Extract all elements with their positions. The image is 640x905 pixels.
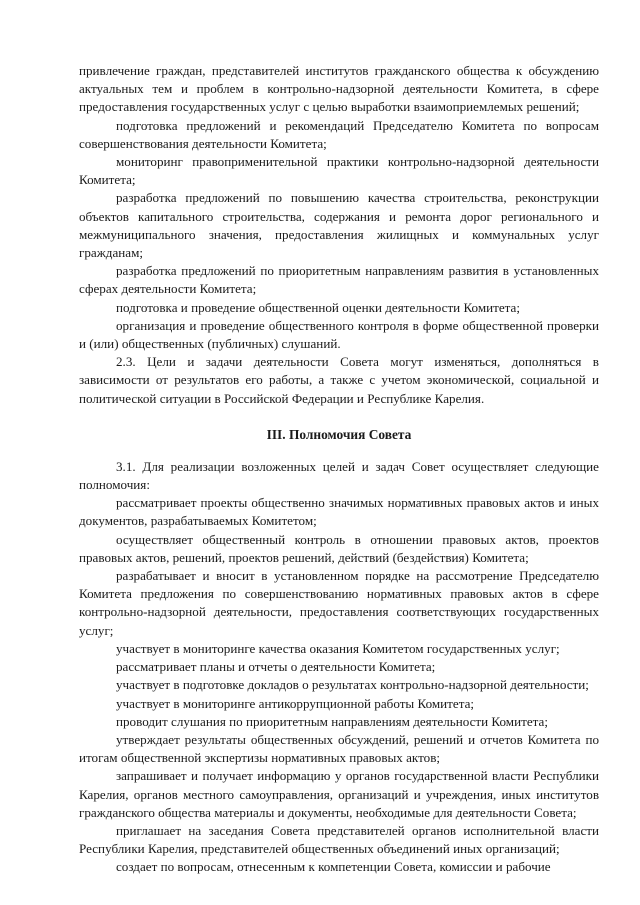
paragraph-s3-6: рассматривает планы и отчеты о деятельности Комитета; — [116, 659, 436, 675]
paragraph-s3-7: участвует в подготовке докладов о результатах контрольно-надзорной деятельности; — [116, 677, 589, 693]
paragraph-s3-11: запрашивает и получает информацию у органов государственной власти Республики Карелия, органов местного самоуправления, организаций и учреждения, иных институтов гражданского общества материалы и документы, необходимые для деятельности Совета; — [79, 768, 599, 820]
paragraph-s2-7: организация и проведение общественного контроля в форме общественной проверки и (или) общественных (публичных) слушаний. — [79, 317, 599, 352]
paragraph-s2-8: 2.3. Цели и задачи деятельности Совета могут изменяться, дополняться в зависимости от результатов его работы, а также с учетом экономической, социальной и политической ситуации в Российской Федерации и Республике Карелия. — [79, 354, 599, 406]
paragraph-s3-5: участвует в мониторинге качества оказания Комитетом государственных услуг; — [116, 640, 560, 656]
paragraph-s2-2: подготовка предложений и рекомендаций Председателю Комитета по вопросам совершенствования деятельности Комитета; — [79, 117, 599, 151]
paragraph-s3-9: проводит слушания по приоритетным направлениям деятельности Комитета; — [116, 713, 548, 729]
paragraph-s3-13: создает по вопросам, отнесенным к компетенции Совета, комиссии и рабочие — [116, 859, 551, 875]
paragraph-s2-3: мониторинг правоприменительной практики контрольно-надзорной деятельности Комитета; — [79, 154, 599, 188]
paragraph-s2-6: подготовка и проведение общественной оценки деятельности Комитета; — [116, 299, 520, 315]
paragraph-s3-8: участвует в мониторинге антикоррупционной работы Комитета; — [116, 695, 475, 711]
paragraph-s2-1: привлечение граждан, представителей институтов гражданского общества к обсуждению актуальных тем и проблем в контрольно-надзорной деятельности Комитета, в сфере предоставления государственных услуг с целью выработки взаимоприемлемых решений; — [79, 63, 599, 115]
section-heading: III. Полномочия Совета — [266, 426, 412, 442]
paragraph-s3-12: приглашает на заседания Совета представителей органов исполнительной власти Республики Карелия, представителей общественных объединений иных организаций; — [79, 822, 599, 857]
paragraph-s3-10: утверждает результаты общественных обсуждений, решений и отчетов Комитета по итогам общественной экспертизы нормативных правовых актов; — [79, 731, 599, 766]
paragraph-s3-1: 3.1. Для реализации возложенных целей и задач Совет осуществляет следующие полномочия: — [79, 458, 599, 493]
paragraph-s2-4: разработка предложений по повышению качества строительства, реконструкции объектов капитального строительства, содержания и ремонта дорог регионального и межмуниципального значения, предоставления жилищных и коммунальных услуг гражданам; — [79, 190, 599, 261]
paragraph-s2-5: разработка предложений по приоритетным направлениям развития в установленных сферах деятельности Комитета; — [79, 263, 599, 297]
paragraph-s3-2: рассматривает проекты общественно значимых нормативных правовых актов и иных документов, разрабатываемых Комитетом; — [79, 495, 599, 529]
paragraph-s3-4: разрабатывает и вносит в установленном порядке на рассмотрение Председателю Комитета предложения по совершенствованию нормативных правовых актов в сфере контрольно-надзорной деятельности, предоставления соответствующих государственных услуг; — [79, 568, 599, 638]
paragraph-s3-3: осуществляет общественный контроль в отношении правовых актов, проектов правовых актов, решений, проектов решений, действий (бездействия) Комитета; — [79, 531, 599, 565]
